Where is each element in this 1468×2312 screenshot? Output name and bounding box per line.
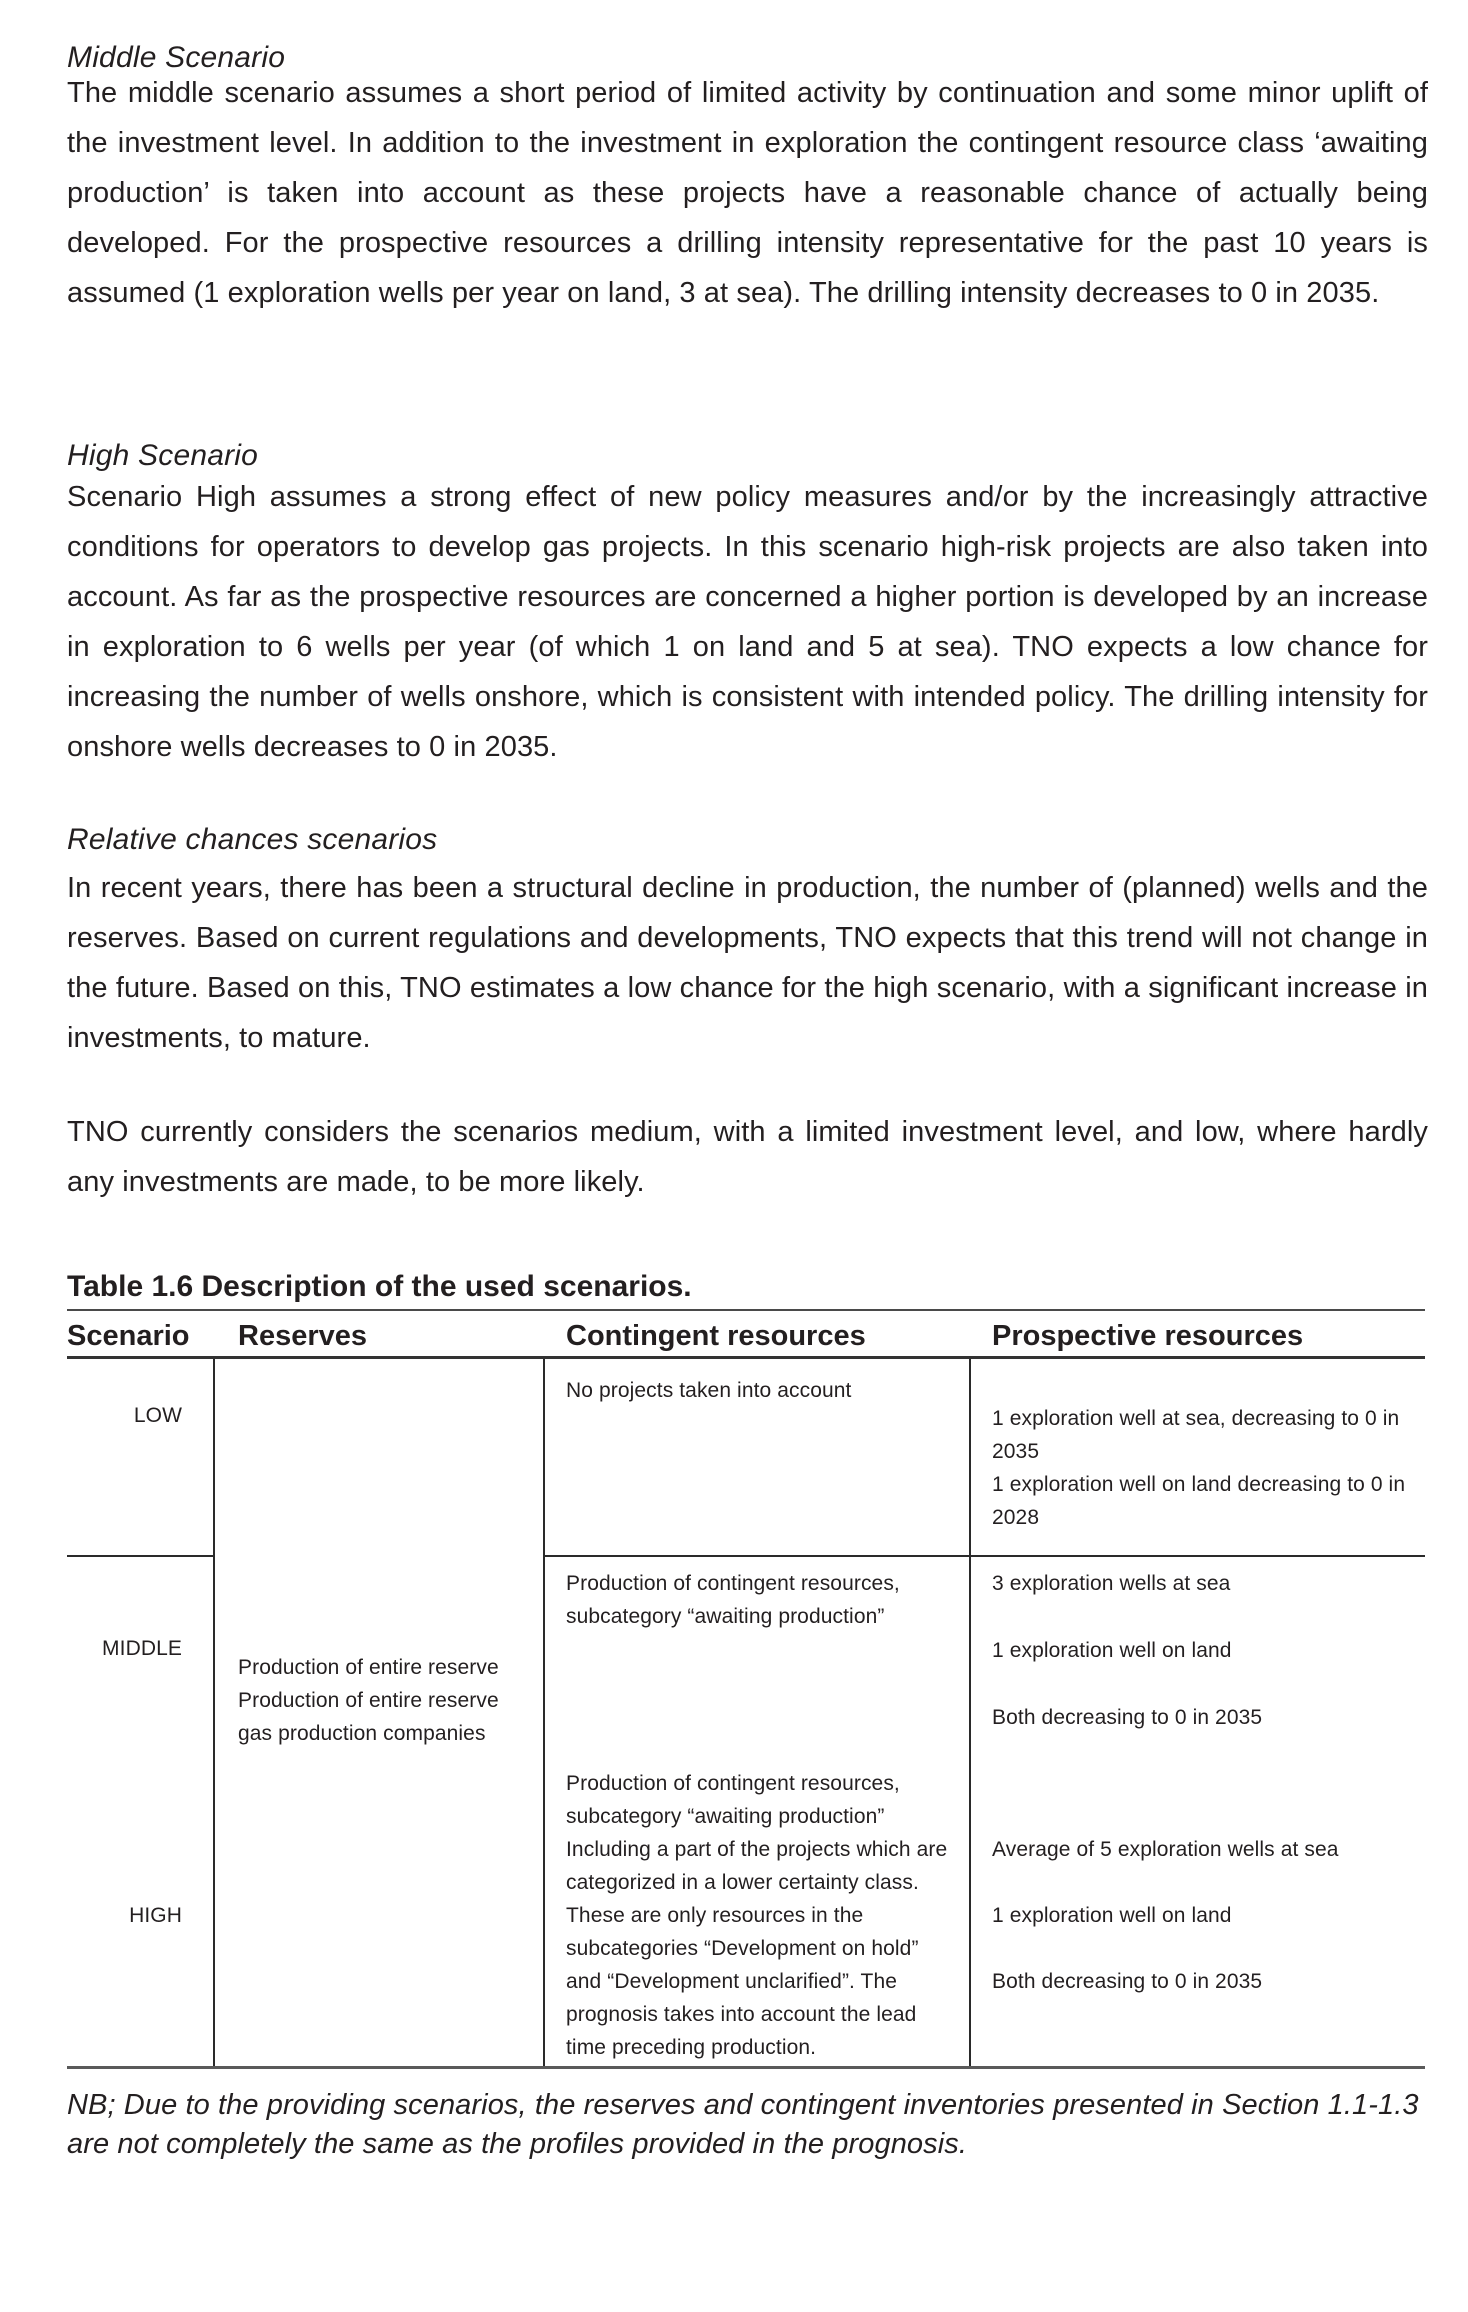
table-cell-middle-prospective-line: 1 exploration well on land <box>992 1639 1232 1662</box>
table-caption: Table 1.6 Description of the used scenarios. <box>67 1270 692 1303</box>
column-divider-reserves-contingent <box>543 1359 545 2068</box>
table-cell-low-prospective <box>992 1402 1417 1534</box>
table-cell-line: gas production companies <box>238 1722 486 1745</box>
column-header-reserves: Reserves <box>238 1320 367 1352</box>
table-cell-middle-prospective-line: Both decreasing to 0 in 2035 <box>992 1706 1263 1729</box>
table-cell-line: subcategory “awaiting production” <box>566 1605 885 1628</box>
table-cell-line: prognosis takes into account the lead <box>566 2003 917 2026</box>
table-cell-line: subcategory “awaiting production” <box>566 1805 885 1828</box>
table-cell-high-prospective-line: Both decreasing to 0 in 2035 <box>992 1970 1263 1993</box>
table-top-rule <box>67 1309 1425 1311</box>
scenario-label-high: HIGH <box>129 1904 182 1927</box>
column-divider-contingent-prospective <box>969 1359 971 2068</box>
table-cell-high-prospective-line: Average of 5 exploration wells at sea <box>992 1838 1339 1861</box>
row-divider-low-middle-right-segment <box>543 1555 1425 1557</box>
table-cell-line: Production of contingent resources, <box>566 1572 900 1595</box>
footnote-nb: NB; Due to the providing scenarios, the reserves and contingent inventories presented in Section 1.1-1.3 are not completely the same as the profiles provided in the prognosis. <box>67 2089 1419 2160</box>
table-cell-middle-contingent <box>566 1567 958 1633</box>
paragraph-tno-considers: TNO currently considers the scenarios medium, with a limited investment level, and low, where hardly any investments are made, to be more likely. <box>67 1116 1428 1198</box>
section-heading-relative-chances: Relative chances scenarios <box>67 823 438 856</box>
table-header-rule <box>67 1356 1425 1359</box>
table-cell-line: categorized in a lower certainty class. <box>566 1871 919 1894</box>
table-cell-line: 1 exploration well at sea, decreasing to 0 in 2035 <box>992 1407 1400 1463</box>
table-cell-line: subcategories “Development on hold” <box>566 1937 919 1960</box>
table-cell-line: Including a part of the projects which are <box>566 1838 948 1861</box>
scenario-label-middle: MIDDLE <box>102 1637 182 1660</box>
table-cell-middle-prospective-line: 3 exploration wells at sea <box>992 1572 1231 1595</box>
column-divider-scenario-reserves <box>213 1359 215 2068</box>
paragraph-high-scenario: Scenario High assumes a strong effect of new policy measures and/or by the increasingly attractive conditions for operators to develop gas projects. In this scenario high-risk projects are also taken into account. As far as the prospective resources are concerned a higher portion is developed by an increase in exploration to 6 wells per year (of which 1 on land and 5 at sea). TNO expects a low chance for increasing the number of wells onshore, which is consistent with intended policy. The drilling intensity for onshore wells decreases to 0 in 2035. <box>67 481 1428 763</box>
column-header-contingent-resources: Contingent resources <box>566 1320 866 1352</box>
table-cell-high-contingent <box>566 1767 958 2064</box>
table-cell-line: Production of contingent resources, <box>566 1772 900 1795</box>
table-bottom-rule <box>67 2066 1425 2069</box>
column-header-scenario: Scenario <box>67 1320 190 1352</box>
table-cell-line: Production of entire reserve <box>238 1656 499 1679</box>
table-cell-reserves-merged <box>238 1651 533 1750</box>
paragraph-relative-chances: In recent years, there has been a structural decline in production, the number of (planned) wells and the reserves. Based on current regulations and developments, TNO expects that this trend will not change in the future. Based on this, TNO estimates a low chance for the high scenario, with a significant increase in investments, to mature. <box>67 872 1428 1054</box>
column-header-prospective-resources: Prospective resources <box>992 1320 1304 1352</box>
paragraph-middle-scenario: The middle scenario assumes a short period of limited activity by continuation and some minor uplift of the investment level. In addition to the investment in exploration the contingent resource class ‘awaiting production’ is taken into account as these projects have a reasonable chance of actually being developed. For the prospective resources a drilling intensity representative for the past 10 years is assumed (1 exploration wells per year on land, 3 at sea). The drilling intensity decreases to 0 in 2035. <box>67 77 1428 309</box>
scenario-label-low: LOW <box>133 1404 182 1427</box>
table-cell-line: Production of entire reserve <box>238 1689 499 1712</box>
row-divider-low-middle-left-segment <box>67 1555 214 1557</box>
scenarios-table <box>67 1309 1425 2071</box>
section-heading-middle-scenario: Middle Scenario <box>67 41 286 74</box>
table-cell-low-contingent <box>566 1374 958 1407</box>
table-cell-line: These are only resources in the <box>566 1904 864 1927</box>
section-heading-high-scenario: High Scenario <box>67 439 259 472</box>
table-cell-line: and “Development unclarified”. The <box>566 1970 898 1993</box>
table-cell-line: 1 exploration well on land decreasing to 0 in 2028 <box>992 1473 1406 1529</box>
table-cell-high-prospective-line: 1 exploration well on land <box>992 1904 1232 1927</box>
table-cell-line: time preceding production. <box>566 2036 817 2059</box>
table-cell-line: No projects taken into account <box>566 1379 852 1402</box>
